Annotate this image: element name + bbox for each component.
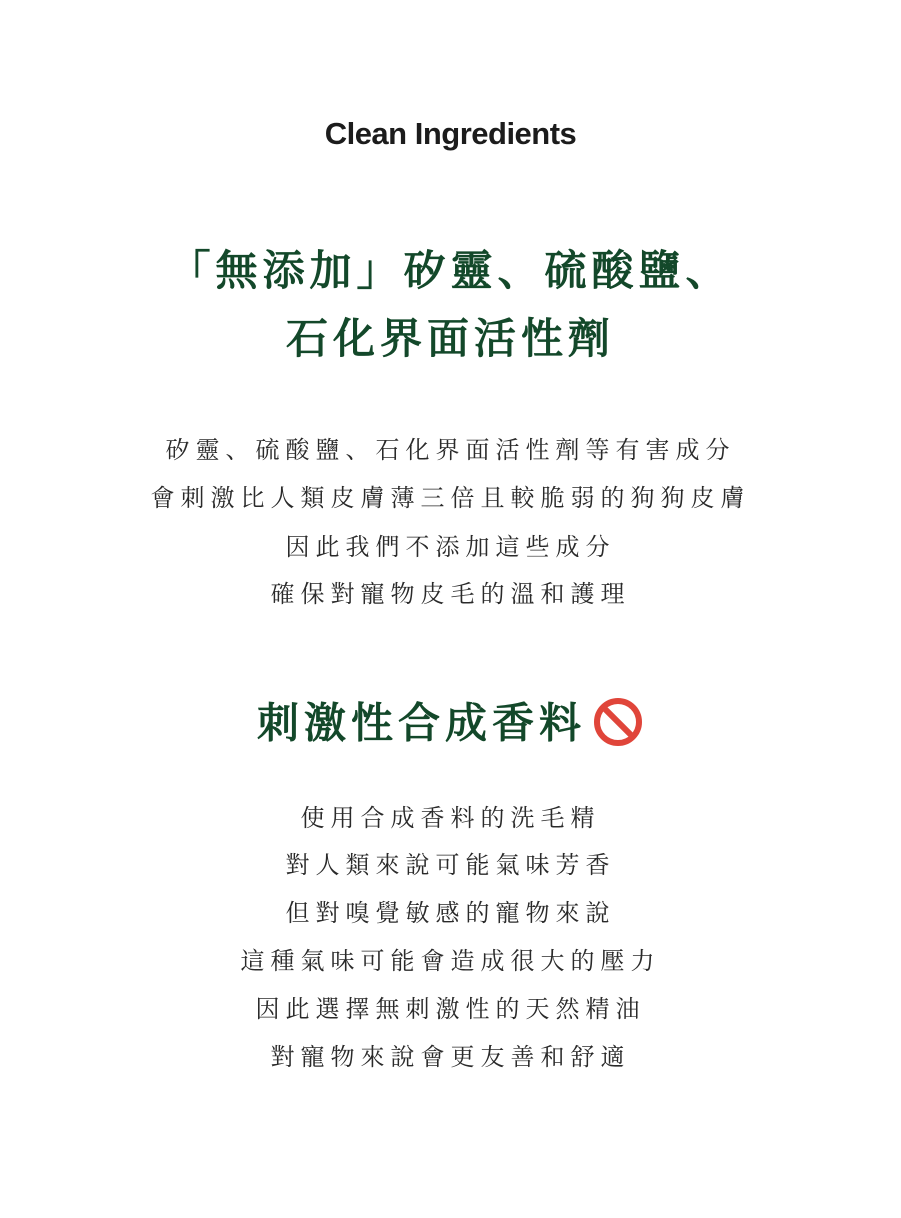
body-line: 會刺激比人類皮膚薄三倍且較脆弱的狗狗皮膚 <box>150 484 751 512</box>
body-line: 但對嗅覺敏感的寵物來說 <box>285 899 616 927</box>
body-line: 對人類來說可能氣味芳香 <box>285 851 616 879</box>
body-line: 使用合成香料的洗毛精 <box>300 804 601 832</box>
prohibited-icon <box>592 696 644 748</box>
body-line: 這種氣味可能會造成很大的壓力 <box>240 947 661 975</box>
body-line: 矽靈、硫酸鹽、石化界面活性劑等有害成分 <box>165 436 736 464</box>
section-eyebrow: Clean Ingredients <box>324 116 577 151</box>
body-line: 對寵物來說會更友善和舒適 <box>270 1043 631 1071</box>
headline-line-2: 石化界面活性劑 <box>285 314 615 363</box>
headline-line-1: 「無添加」矽靈、硫酸鹽、 <box>168 246 733 295</box>
body-line: 確保對寵物皮毛的溫和護理 <box>270 580 631 608</box>
body-line: 因此我們不添加這些成分 <box>285 533 616 561</box>
headline-fragrance-text: 刺激性合成香料 <box>256 698 586 748</box>
headline-fragrance <box>0 700 901 752</box>
body-line: 因此選擇無刺激性的天然精油 <box>255 995 646 1023</box>
